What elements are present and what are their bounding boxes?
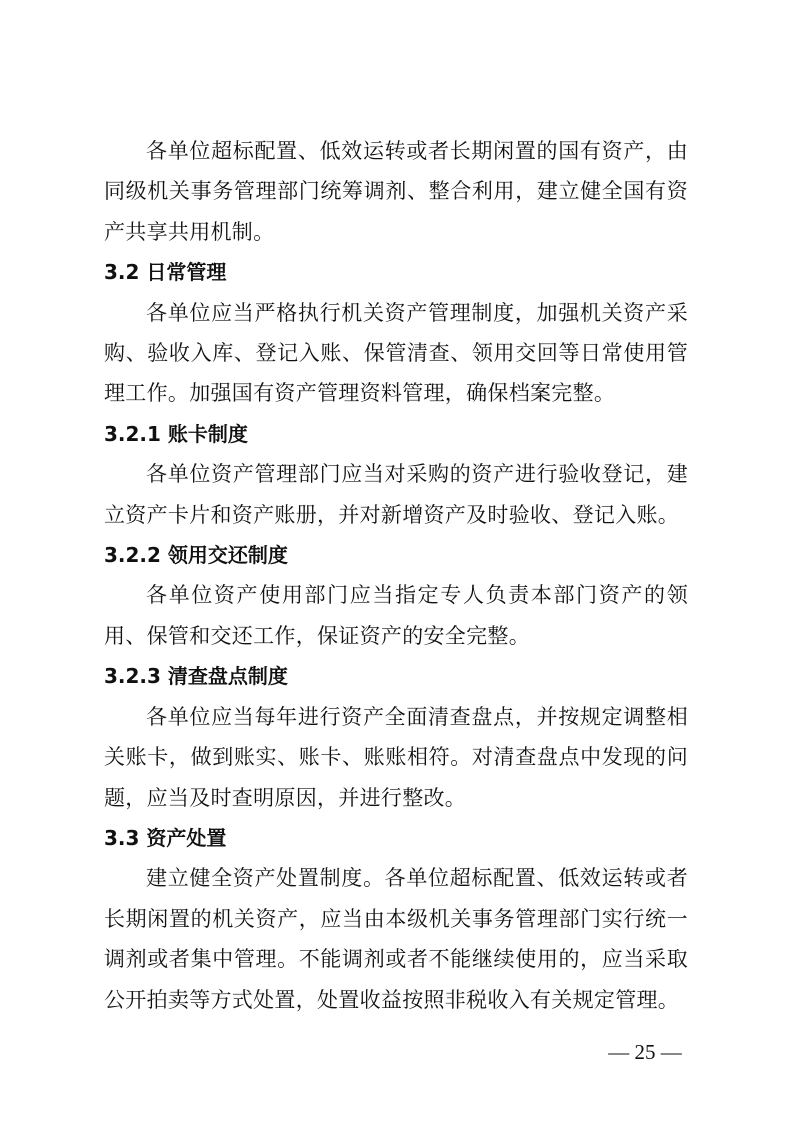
section-heading-asset-disposal: 3.3 资产处置	[104, 825, 227, 850]
paragraph-account-card: 各单位资产管理部门应当对采购的资产进行验收登记，建立资产卡片和资产账册，并对新增资产及时验收、登记入账。	[104, 462, 688, 527]
paragraph-asset-sharing: 各单位超标配置、低效运转或者长期闲置的国有资产，由同级机关事务管理部门统筹调剂、整合利用，建立健全国有资产共享共用机制。	[104, 139, 688, 244]
page-number: — 25 —	[608, 1040, 682, 1064]
section-heading-collection-return: 3.2.2 领用交还制度	[104, 543, 288, 568]
section-heading-daily-management: 3.2 日常管理	[104, 260, 227, 285]
paragraph-asset-disposal: 建立健全资产处置制度。各单位超标配置、低效运转或者长期闲置的机关资产，应当由本级机关事务管理部门实行统一调剂或者集中管理。不能调剂或者不能继续使用的，应当采取公开拍卖等方式处置，处置收益按照非税收入有关规定管理。	[104, 866, 688, 1012]
section-heading-inventory-check: 3.2.3 清查盘点制度	[104, 664, 288, 689]
paragraph-daily-management: 各单位应当严格执行机关资产管理制度，加强机关资产采购、验收入库、登记入账、保管清查、领用交回等日常使用管理工作。加强国有资产管理资料管理，确保档案完整。	[104, 300, 688, 406]
document-body	[104, 131, 688, 1020]
section-heading-account-card: 3.2.1 账卡制度	[104, 421, 248, 446]
paragraph-inventory-check: 各单位应当每年进行资产全面清查盘点，并按规定调整相关账卡，做到账实、账卡、账账相符。对清查盘点中发现的问题，应当及时查明原因，并进行整改。	[104, 704, 688, 810]
paragraph-collection-return: 各单位资产使用部门应当指定专人负责本部门资产的领用、保管和交还工作，保证资产的安全完整。	[104, 583, 688, 648]
